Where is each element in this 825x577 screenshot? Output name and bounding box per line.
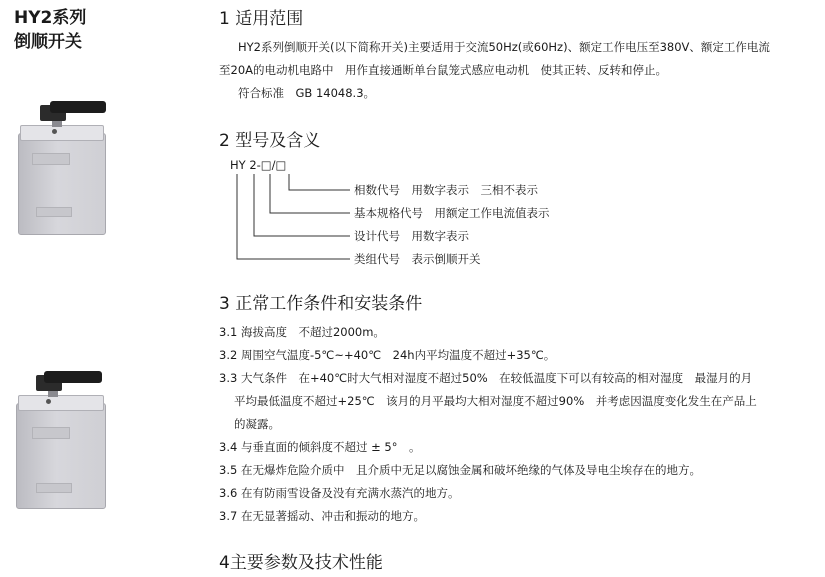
section-4-heading: 4主要参数及技术性能 xyxy=(219,553,383,573)
code-label-type: 类组代号 表示倒顺开关 xyxy=(354,252,481,266)
condition-item-3-3-cont1: 平均最低温度不超过+25℃ 该月的月平最均大相对湿度不超过90% 并考虑因温度变化发生在产品上 xyxy=(234,394,757,408)
leader-line-rating xyxy=(270,174,350,213)
product-title xyxy=(14,6,86,54)
condition-item-3-4: 3.4 与垂直面的倾斜度不超过 ± 5° 。 xyxy=(219,440,421,454)
code-label-rating: 基本规格代号 用额定工作电流值表示 xyxy=(354,206,550,220)
condition-item-3-1: 3.1 海拔高度 不超过2000m。 xyxy=(219,325,385,339)
code-label-design: 设计代号 用数字表示 xyxy=(354,229,469,243)
condition-item-3-3: 3.3 大气条件 在+40℃时大气相对湿度不超过50% 在较低温度下可以有较高的相对湿度 最湿月的月 xyxy=(219,371,753,385)
section-2-heading: 2 型号及含义 xyxy=(219,131,321,151)
section-1-para1-line1: HY2系列倒顺开关(以下简称开关)主要适用于交流50Hz(或60Hz)、额定工作电压至380V、额定工作电流 xyxy=(238,40,770,54)
condition-item-3-2: 3.2 周围空气温度-5℃~+40℃ 24h内平均温度不超过+35℃。 xyxy=(219,348,556,362)
model-code-diagram xyxy=(230,156,610,268)
section-1-heading: 1 适用范围 xyxy=(219,9,304,29)
section-1-para1-line2: 至20A的电动机电路中 用作直接通断单台鼠笼式感应电动机 使其正转、反转和停止。 xyxy=(219,63,667,77)
section-3-heading: 3 正常工作条件和安装条件 xyxy=(219,294,423,314)
condition-item-3-6: 3.6 在有防雨雪设备及没有充满水蒸汽的地方。 xyxy=(219,486,460,500)
condition-item-3-5: 3.5 在无爆炸危险介质中 且介质中无足以腐蚀金属和破坏绝缘的气体及导电尘埃存在的地方。 xyxy=(219,463,701,477)
leader-line-phase xyxy=(289,174,350,190)
product-image-switch-1 xyxy=(10,95,110,245)
model-code: HY 2-□/□ xyxy=(230,158,287,172)
leader-line-design xyxy=(254,174,350,236)
product-title-line2: 倒顺开关 xyxy=(14,32,82,52)
condition-item-3-3-cont2: 的凝露。 xyxy=(234,417,280,431)
condition-item-3-7: 3.7 在无显著摇动、冲击和振动的地方。 xyxy=(219,509,425,523)
product-image-switch-2 xyxy=(10,365,110,515)
product-title-line1: HY2系列 xyxy=(14,8,87,28)
section-1-para2: 符合标准 GB 14048.3。 xyxy=(238,86,376,100)
code-label-phase: 相数代号 用数字表示 三相不表示 xyxy=(354,183,538,197)
